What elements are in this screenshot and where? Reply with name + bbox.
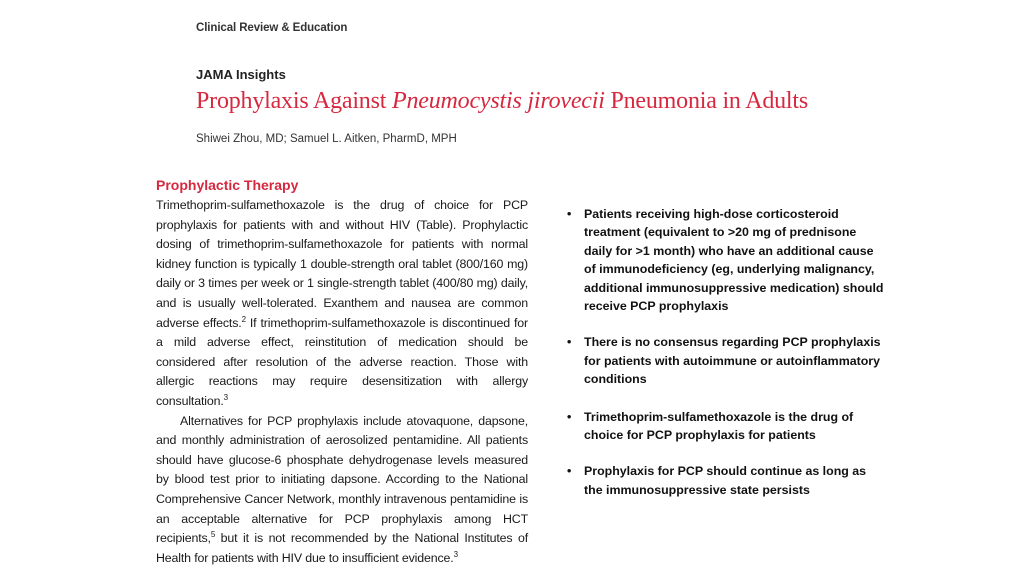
reference-marker: 3 [453,549,458,559]
paragraph-1 [156,196,528,412]
key-point-item [567,333,887,388]
kicker: JAMA Insights [196,67,286,82]
key-point-text: There is no consensus regarding PCP prophylaxis for patients with autoimmune or autoinflammatory conditions [584,335,881,387]
article-body [156,176,528,568]
bullet-icon: • [567,207,572,221]
article-title [196,88,808,115]
title-prefix: Prophylaxis Against [196,88,393,114]
bullet-icon: • [567,409,572,424]
paragraph-1-text-a: Trimethoprim-sulfamethoxazole is the drug of choice for PCP prophylaxis for patients with and without HIV (Table). Prophylactic dosing of trimethoprim-sulfamethoxazole for patients with normal kidney function is typically 1 double-strength oral tablet (800/160 mg) daily or 3 times per week or 1 single-strength tablet (400/80 mg) daily, and is usually well-tolerated. Exanthem and nausea are common adverse effects. [156,198,528,330]
authors: Shiwei Zhou, MD; Samuel L. Aitken, PharmD, MPH [196,133,457,145]
bullet-icon: • [567,335,572,350]
paragraph-2-text-b: but it is not recommended by the National Institutes of Health for patients with HIV due to insufficient evidence. [156,531,528,565]
paragraph-1-text-b: If trimethoprim-sulfamethoxazole is discontinued for a mild adverse effect, reinstitution of medication should be considered after resolution of the adverse reaction. Those with allergic reactions may require desensitization with allergy consultation. [156,315,528,408]
reference-marker: 3 [223,392,228,402]
reference-marker: 2 [241,314,246,324]
section-label: Clinical Review & Education [196,22,348,34]
key-points-list [567,205,887,517]
paragraph-2-text-a: Alternatives for PCP prophylaxis include atovaquone, dapsone, and monthly administration of aerosolized pentamidine. All patients should have glucose-6 phosphate dehydrogenase levels measured by blood test prior to initiating dapsone. According to the National Comprehensive Cancer Network, monthly intravenous pentamidine is an acceptable alternative for PCP prophylaxis among HCT recipients, [156,413,528,546]
key-point-text: Trimethoprim-sulfamethoxazole is the drug of choice for PCP prophylaxis for patients [584,409,854,443]
reference-marker: 5 [210,529,216,539]
key-point-item [567,408,887,445]
key-point-item [567,205,887,315]
title-italic: Pneumocystis jirovecii [392,88,605,114]
key-point-item [567,462,887,499]
paragraph-2 [156,412,528,569]
bullet-icon: • [567,464,572,479]
title-suffix: Pneumonia in Adults [604,88,809,114]
section-heading: Prophylactic Therapy [156,177,299,193]
key-point-text: Patients receiving high-dose corticosteroid treatment (equivalent to >20 mg of prednisone daily for >1 month) who have an additional cause of immunodeficiency (eg, underlying malignancy, additional immunosuppressive medication) should receive PCP prophylaxis [584,207,884,314]
key-point-text: Prophylaxis for PCP should continue as long as the immunosuppressive state persists [584,464,867,497]
